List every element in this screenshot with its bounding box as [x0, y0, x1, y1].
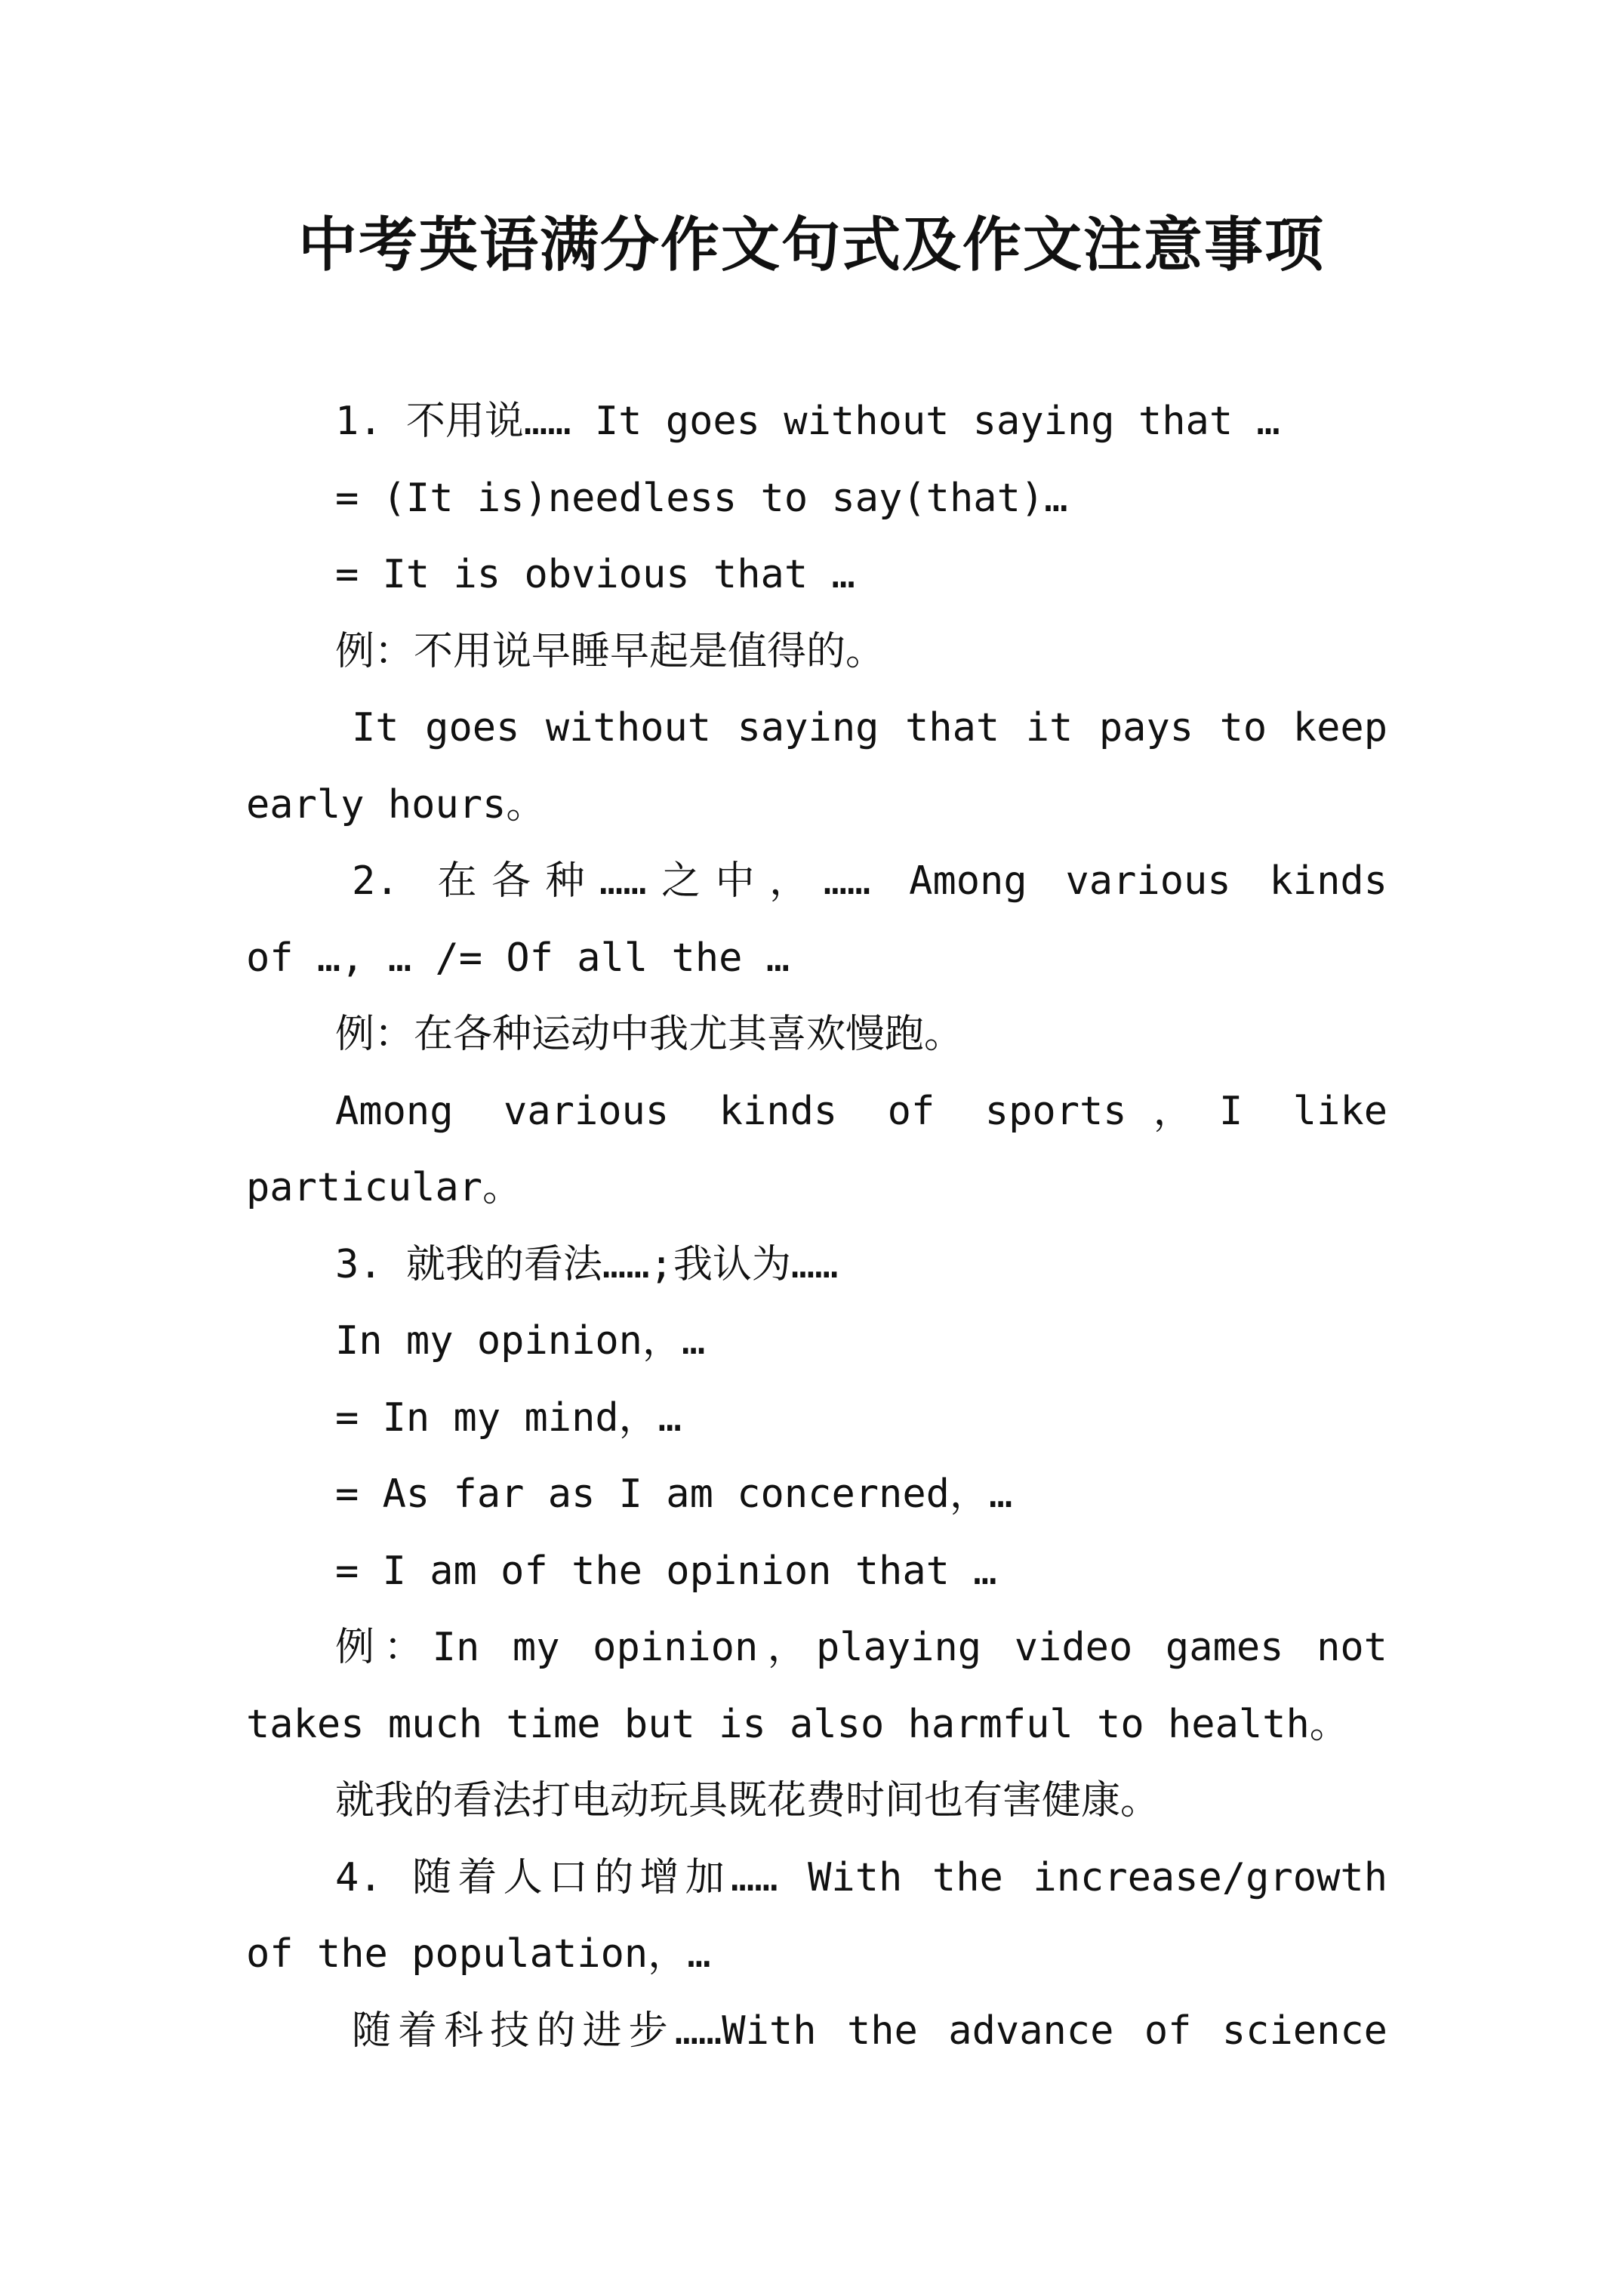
text-line: takes much time but is also harmful to health。 [246, 1701, 1349, 1747]
document-title: 中考英语满分作文句式及作文注意事项 [297, 211, 1325, 279]
text-line: of …, … /= Of all the … [246, 935, 790, 981]
text-line: = It is obvious that … [335, 552, 855, 597]
text-line: 例：在各种运动中我尤其喜欢慢跑。 [335, 1012, 964, 1057]
text-line: 例：不用说早睡早起是值得的。 [335, 628, 885, 674]
text-line: = (It is)needless to say(that)… [335, 475, 1068, 521]
text-line: It goes without saying that it pays to keep [352, 705, 1387, 750]
text-line: 3. 就我的看法……;我认为…… [335, 1241, 839, 1287]
text-line: Among various kinds of sports，I like [335, 1088, 1387, 1134]
text-line: = I am of the opinion that … [335, 1548, 997, 1594]
text-line: 就我的看法打电动玩具既花费时间也有害健康。 [335, 1778, 1160, 1823]
document-body [246, 384, 1387, 2069]
text-line: 2. 在各种……之中，…… Among various kinds [352, 858, 1387, 904]
text-line: particular。 [246, 1165, 522, 1210]
text-line: early hours。 [246, 781, 546, 827]
text-line: 1. 不用说…… It goes without saying that … [335, 399, 1280, 444]
text-line: In my opinion，… [335, 1318, 706, 1364]
text-line: 随着科技的进步……With the advance of science [352, 2008, 1387, 2054]
text-line: of the population，… [246, 1931, 711, 1977]
text-line: 4. 随着人口的增加…… With the increase/growth [335, 1854, 1387, 1900]
text-line: 例：In my opinion，playing video games not [335, 1625, 1387, 1670]
text-line: = In my mind，… [335, 1395, 682, 1441]
text-line: = As far as I am concerned，… [335, 1472, 1013, 1517]
